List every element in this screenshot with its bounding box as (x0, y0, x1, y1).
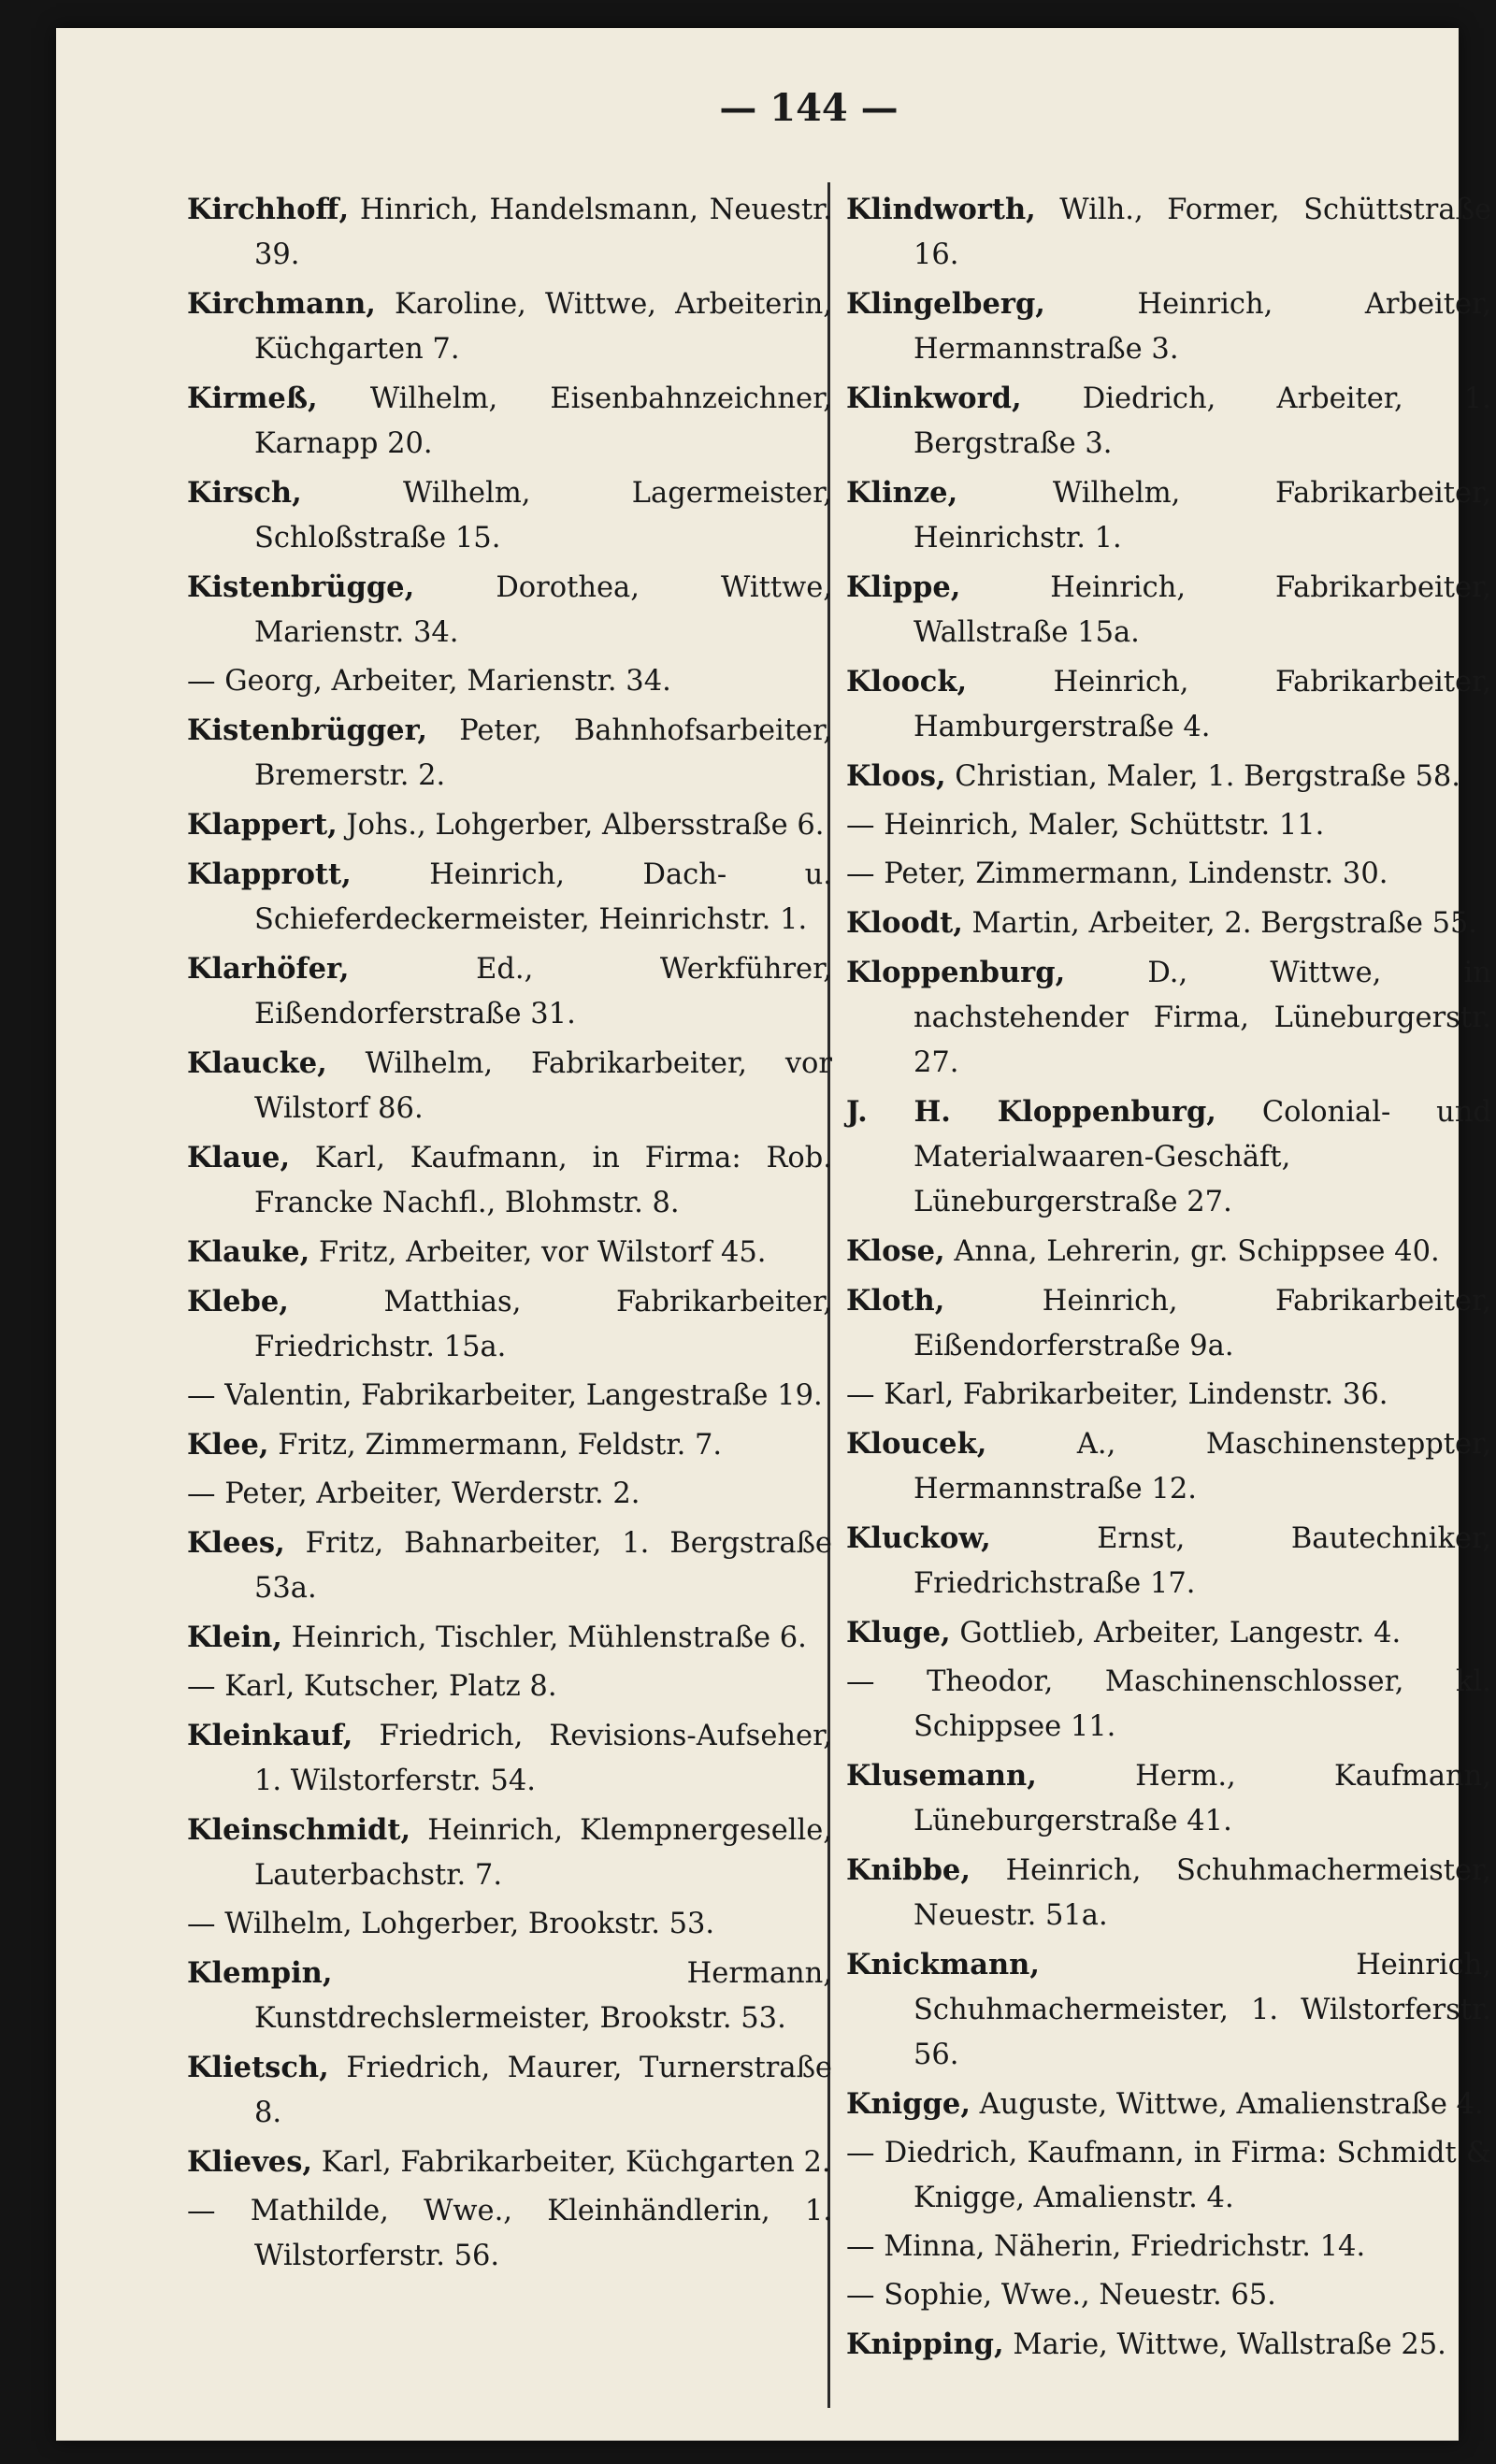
entry-details: Karl, Fabrikarbeiter, Küchgarten 2. (312, 2146, 831, 2179)
entry-details: Friedrich, Maurer, Turnerstraße 8. (254, 2052, 832, 2129)
directory-entry (846, 1942, 1491, 2078)
page-number: — 144 — (719, 86, 899, 130)
entry-details: Fritz, Zimmermann, Feldstr. 7. (268, 1429, 723, 1462)
entry-surname: Kistenbrügger, (187, 713, 428, 747)
entry-details: Heinrich, Fabrikarbeiter, Wallstraße 15a. (913, 571, 1491, 649)
entry-details: Wilhelm, Fabrikarbeiter, vor Wilstorf 86. (254, 1047, 832, 1125)
entry-surname: Kloos, (846, 759, 946, 793)
entry-details: Wilhelm, Eisenbahnzeichner, Karnapp 20. (254, 382, 832, 460)
entry-surname: Klees, (187, 1526, 285, 1560)
directory-entry (846, 2225, 1491, 2269)
directory-entry (187, 1472, 832, 1517)
directory-entry (187, 1230, 832, 1275)
directory-entry (846, 2322, 1491, 2368)
entry-surname: Kleinschmidt, (187, 1813, 411, 1847)
directory-entry (187, 852, 832, 943)
entry-details: Friedrich, Revisions-Aufseher, 1. Wilstorferstr. 54. (254, 1720, 832, 1797)
entry-details: Karl, Kaufmann, in Firma: Rob. Francke Nachfl., Blohmstr. 8. (254, 1142, 832, 1219)
directory-entry (846, 2273, 1491, 2318)
directory-entry (846, 565, 1491, 656)
entry-details: — Diedrich, Kaufmann, in Firma: Schmidt & Knigge, Amalienstr. 4. (846, 2137, 1491, 2214)
directory-entry (846, 1229, 1491, 1275)
entry-details: — Valentin, Fabrikarbeiter, Langestraße 19. (187, 1379, 823, 1412)
directory-entry (846, 1610, 1491, 1656)
entry-details: Hinrich, Handelsmann, Neuestr. 39. (254, 194, 832, 271)
entry-surname: Klinze, (846, 476, 958, 510)
entry-details: A., Maschinensteppter, Hermannstraße 12. (913, 1428, 1491, 1506)
entry-surname: Klempin, (187, 1956, 333, 1990)
directory-entry (187, 1422, 832, 1468)
directory-entry (187, 659, 832, 704)
directory-entry (187, 802, 832, 848)
entry-surname: Klietsch, (187, 2051, 329, 2084)
directory-entry (187, 1902, 832, 1947)
entry-details: Matthias, Fabrikarbeiter, Friedrichstr. 15a. (254, 1286, 832, 1363)
entry-details: — Theodor, Maschinenschlosser, kl. Schippsee 11. (846, 1665, 1491, 1743)
entry-surname: Kirchmann, (187, 287, 376, 321)
entry-surname: Klauke, (187, 1235, 310, 1269)
entry-details: Martin, Arbeiter, 2. Bergstraße 55. (962, 907, 1478, 940)
entry-surname: Kloodt, (846, 906, 963, 940)
directory-entry (846, 1848, 1491, 1938)
entry-details: Heinrich, Fabrikarbeiter, Hamburgerstraße 4. (913, 666, 1491, 743)
directory-entry (187, 1279, 832, 1370)
directory-entry (846, 901, 1491, 946)
entry-surname: Klinkword, (846, 382, 1022, 415)
entry-surname: Knibbe, (846, 1853, 971, 1887)
left-column (187, 187, 832, 2283)
entry-surname: Kloppenburg, (846, 956, 1066, 989)
entry-details: Heinrich, Fabrikarbeiter, Eißendorferstraße 9a. (913, 1285, 1491, 1362)
entry-surname: Knipping, (846, 2327, 1004, 2361)
entry-details: Herm., Kaufmann, Lüneburgerstraße 41. (913, 1760, 1491, 1837)
entry-details: Dorothea, Wittwe, Marienstr. 34. (254, 571, 832, 649)
entry-details: D., Wittwe, in nachstehender Firma, Lüneburgerstr. 27. (913, 957, 1491, 1079)
directory-entry (187, 1664, 832, 1709)
directory-entry (846, 281, 1491, 372)
entry-details: Johs., Lohgerber, Albersstraße 6. (337, 809, 825, 842)
directory-entry (187, 187, 832, 278)
entry-details: Wilhelm, Lagermeister, Schloßstraße 15. (254, 477, 832, 555)
directory-entry (187, 1041, 832, 1131)
entry-surname: J. H. Kloppenburg, (846, 1095, 1216, 1129)
directory-entry (846, 1278, 1491, 1369)
entry-details: Karoline, Wittwe, Arbeiterin, Küchgarten 7. (254, 288, 832, 366)
directory-entry (187, 2189, 832, 2279)
directory-entry (187, 565, 832, 656)
entry-details: Gottlieb, Arbeiter, Langestr. 4. (950, 1617, 1402, 1650)
entry-surname: Klaue, (187, 1141, 291, 1174)
entry-surname: Klingelberg, (846, 287, 1045, 321)
entry-surname: Klee, (187, 1428, 269, 1462)
directory-entry (187, 1615, 832, 1661)
entry-details: — Sophie, Wwe., Neuestr. 65. (846, 2279, 1276, 2312)
directory-entry (187, 946, 832, 1037)
entry-details: Heinrich, Dach- u. Schieferdeckermeister, Heinrichstr. 1. (254, 858, 832, 936)
entry-surname: Kistenbrügge, (187, 570, 415, 604)
entry-surname: Kleinkauf, (187, 1719, 353, 1752)
directory-entry (846, 2082, 1491, 2127)
entry-details: Anna, Lehrerin, gr. Schippsee 40. (944, 1235, 1440, 1268)
directory-entry (846, 2131, 1491, 2221)
entry-details: — Georg, Arbeiter, Marienstr. 34. (187, 665, 671, 698)
entry-details: — Mathilde, Wwe., Kleinhändlerin, 1. Wilstorferstr. 56. (187, 2195, 832, 2272)
entry-details: Christian, Maler, 1. Bergstraße 58. (945, 760, 1460, 793)
entry-surname: Klusemann, (846, 1759, 1037, 1793)
directory-entry (846, 950, 1491, 1086)
entry-details: Wilhelm, Fabrikarbeiter, Heinrichstr. 1. (913, 477, 1491, 555)
directory-entry (187, 376, 832, 467)
directory-entry (187, 281, 832, 372)
entry-details: Fritz, Bahnarbeiter, 1. Bergstraße 53a. (254, 1527, 832, 1605)
entry-surname: Klindworth, (846, 193, 1036, 226)
entry-surname: Kirsch, (187, 476, 302, 510)
entry-surname: Klapprott, (187, 857, 352, 891)
entry-surname: Klaucke, (187, 1046, 327, 1080)
directory-entry (846, 1660, 1491, 1750)
entry-surname: Klieves, (187, 2145, 313, 2179)
directory-entry (187, 1808, 832, 1898)
directory-entry (846, 659, 1491, 750)
right-column (846, 187, 1491, 2371)
entry-details: — Heinrich, Maler, Schüttstr. 11. (846, 809, 1325, 842)
entry-details: Diedrich, Arbeiter, 1. Bergstraße 3. (913, 382, 1491, 460)
entry-surname: Kloth, (846, 1284, 945, 1318)
directory-entry (187, 1520, 832, 1611)
entry-surname: Knickmann, (846, 1948, 1040, 1981)
directory-entry (846, 376, 1491, 467)
directory-entry (187, 708, 832, 799)
directory-page (56, 28, 1491, 2441)
directory-entry (846, 803, 1491, 848)
directory-entry (187, 2045, 832, 2136)
entry-details: — Wilhelm, Lohgerber, Brookstr. 53. (187, 1908, 715, 1940)
entry-details: Peter, Bahnhofsarbeiter, Bremerstr. 2. (254, 714, 832, 792)
entry-surname: Klein, (187, 1621, 282, 1654)
entry-details: Heinrich, Tischler, Mühlenstraße 6. (281, 1621, 807, 1654)
entry-details: Auguste, Wittwe, Amalienstraße 4. (970, 2088, 1484, 2121)
entry-details: — Karl, Kutscher, Platz 8. (187, 1670, 557, 1703)
entry-surname: Klebe, (187, 1285, 289, 1318)
directory-entry (187, 2140, 832, 2185)
entry-details: — Peter, Zimmermann, Lindenstr. 30. (846, 857, 1388, 890)
directory-entry (187, 470, 832, 561)
directory-entry (846, 1089, 1491, 1225)
entry-details: — Minna, Näherin, Friedrichstr. 14. (846, 2230, 1366, 2263)
entry-details: — Karl, Fabrikarbeiter, Lindenstr. 36. (846, 1378, 1388, 1411)
directory-entry (187, 1713, 832, 1804)
entry-surname: Kloock, (846, 665, 968, 699)
entry-surname: Klappert, (187, 808, 338, 842)
entry-surname: Kirmeß, (187, 382, 318, 415)
entry-details: Ernst, Bautechniker, Friedrichstraße 17. (913, 1522, 1491, 1600)
directory-entry (187, 1951, 832, 2041)
entry-surname: Knigge, (846, 2087, 971, 2121)
entry-surname: Kluckow, (846, 1521, 991, 1555)
entry-details: Ed., Werkführer, Eißendorferstraße 31. (254, 953, 832, 1030)
entry-details: Heinrich, Schuhmachermeister, Neuestr. 51a. (913, 1854, 1491, 1932)
entry-surname: Klippe, (846, 570, 961, 604)
directory-entry (846, 852, 1491, 897)
entry-surname: Kloucek, (846, 1427, 987, 1461)
entry-details: Heinrich, Klempnergeselle, Lauterbachstr. 7. (254, 1814, 832, 1892)
entry-surname: Kirchhoff, (187, 193, 350, 226)
directory-entry (187, 1135, 832, 1226)
entry-details: Heinrich, Schuhmachermeister, 1. Wilstorferstr. 56. (913, 1949, 1491, 2071)
entry-details: Wilh., Former, Schüttstraße 16. (913, 194, 1491, 271)
directory-entry (846, 1753, 1491, 1844)
directory-entry (846, 187, 1491, 278)
entry-surname: Kluge, (846, 1616, 951, 1650)
entry-details: Marie, Wittwe, Wallstraße 25. (1003, 2328, 1446, 2361)
entry-surname: Klarhöfer, (187, 952, 350, 986)
entry-details: — Peter, Arbeiter, Werderstr. 2. (187, 1477, 640, 1510)
directory-entry (846, 1373, 1491, 1418)
entry-details: Fritz, Arbeiter, vor Wilstorf 45. (309, 1236, 767, 1269)
directory-entry (846, 1421, 1491, 1512)
entry-details: Heinrich, Arbeiter, Hermannstraße 3. (913, 288, 1491, 366)
directory-entry (846, 754, 1491, 800)
directory-entry (846, 470, 1491, 561)
entry-details: Colonial- und Materialwaaren-Geschäft, Lüneburgerstraße 27. (913, 1096, 1491, 1218)
entry-details: Hermann, Kunstdrechslermeister, Brookstr. 53. (254, 1957, 832, 2035)
directory-entry (846, 1516, 1491, 1607)
entry-surname: Klose, (846, 1234, 945, 1268)
directory-entry (187, 1374, 832, 1419)
